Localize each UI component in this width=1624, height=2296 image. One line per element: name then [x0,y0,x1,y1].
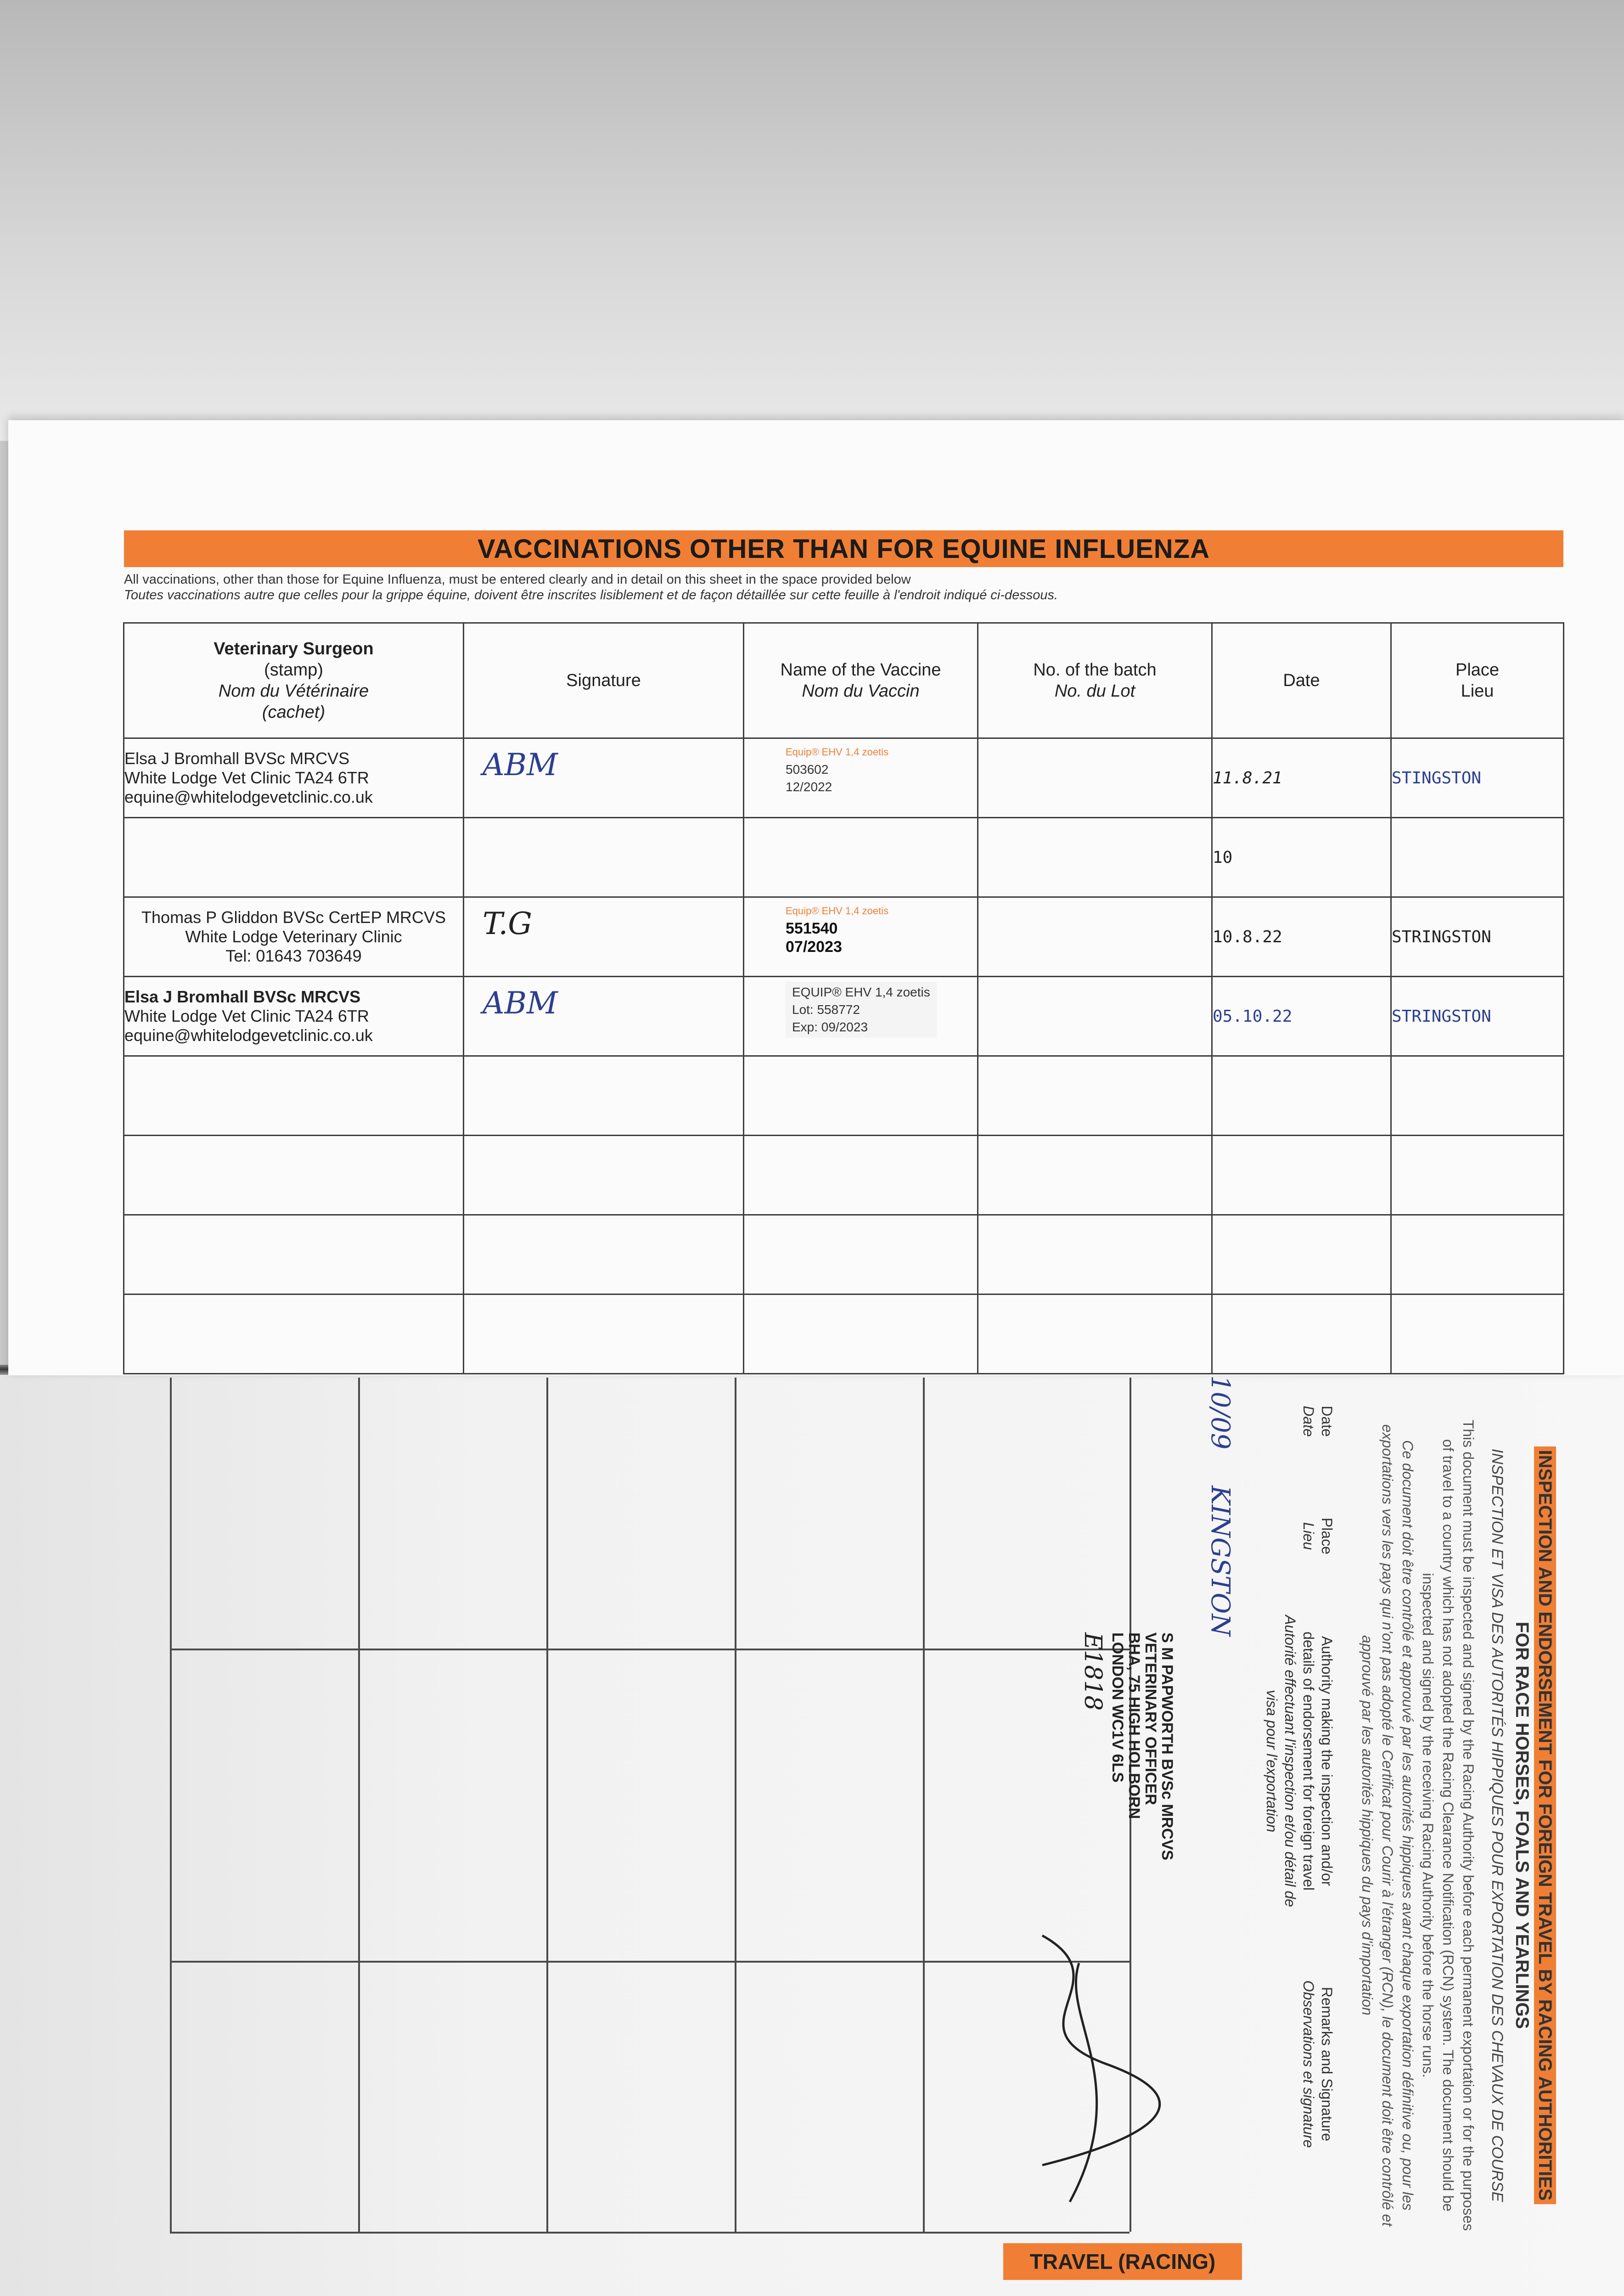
vaccine-name: Equip® EHV 1,4 zoetis [786,746,889,758]
table-header-row [124,623,1564,738]
vaccination-table [123,622,1564,1374]
date-cell: 05.10.22 [1212,977,1391,1056]
batch-cell [978,818,1212,897]
vet-contact: equine@whitelodgevetclinic.co.uk [124,788,373,806]
vet-name: Thomas P Gliddon BVSc CertEP MRCVS [141,908,446,927]
col-date-fr: Date [1300,1406,1317,1437]
header-date: Date [1212,623,1391,738]
stamp-line: S M PAPWORTH BVSc MRCVS [1158,1632,1176,1861]
entry-date: 10/09 [1205,1375,1235,1450]
col-remarks-en: Remarks and Signature [1319,1986,1335,2142]
signature-cell [464,738,744,818]
vaccine-label [744,738,978,818]
stamp-line: LONDON WC1V 6LS [1109,1632,1126,1783]
vet-stamp [124,818,464,897]
vet-name: Elsa J Bromhall BVSc MRCVS [124,987,361,1006]
officer-signature [987,1926,1180,2211]
header-vet-en: Veterinary Surgeon [214,639,374,658]
intro-text [124,572,1593,603]
vet-stamp [124,738,464,818]
header-vet [124,623,464,738]
header-place [1391,623,1564,738]
signature-cell [464,897,744,977]
header-signature: Signature [464,623,744,738]
place-cell: STINGSTON [1391,738,1564,818]
vaccine-label [744,818,978,897]
stamp-handwritten: E1818 [1079,1632,1107,1711]
col-place-en: Place [1319,1517,1335,1555]
stamp-line: VETERINARY OFFICER [1142,1632,1159,1805]
vaccine-expiry: Exp: 09/2023 [792,1020,868,1034]
header-vet-stamp: (stamp) [264,660,323,680]
vaccine-label [744,977,978,1056]
section-banner [124,530,1563,567]
officer-stamp [1109,1632,1175,1860]
col-authority [1263,1614,1336,1908]
batch-cell [978,738,1212,818]
endorsement-title [1511,1412,1557,2239]
vaccine-lot: Lot: 558772 [792,1002,860,1017]
table-row [124,738,1564,818]
table-row [124,977,1564,1056]
batch-cell [978,897,1212,977]
vaccine-name: Equip® EHV 1,4 zoetis [786,905,889,917]
col-remarks [1299,1926,1336,2202]
vet-contact: equine@whitelodgevetclinic.co.uk [124,1026,373,1045]
vet-contact: Tel: 01643 703649 [225,946,362,965]
vaccine-expiry: 07/2023 [786,938,842,956]
vet-stamp [124,897,464,977]
header-vaccine [744,623,978,738]
date-cell: 10.8.22 [1212,897,1391,977]
header-vet-fr: Nom du Vétérinaire [218,681,369,701]
vet-clinic: White Lodge Vet Clinic TA24 6TR [124,1007,369,1025]
intro-french: Toutes vaccinations autre que celles pour la grippe équine, doivent être inscrites lisiblement et de façon détaillée sur cette feuille à l'endroit indiqué ci-dessous. [124,588,1058,602]
table-row [124,1294,1564,1374]
place-cell [1391,818,1564,897]
vet-stamp [124,977,464,1056]
col-authority-en: Authority making the inspection and/or details of endorsement for foreign travel [1300,1632,1335,1891]
endorsement-section [87,1375,1557,2266]
batch-cell [978,977,1212,1056]
entry-place: KINGSTON [1205,1486,1235,1637]
endorsement-title-line1: INSPECTION AND ENDORSEMENT FOR FOREIGN TRAVEL BY RACING AUTHORITIES [1534,1446,1556,2205]
signature: ABM [483,747,558,782]
stamp-line: BHA, 75 HIGH HOLBORN [1125,1632,1143,1819]
intro-english: All vaccinations, other than those for Equine Influenza, must be entered clearly and in detail on this sheet in the space provided below [124,572,911,587]
header-batch-fr: No. du Lot [1054,681,1135,701]
col-authority-fr: Autorité effectuant l'inspection et/ou détail de visa pour l'exportation [1264,1615,1298,1907]
section-tab [1003,2243,1242,2280]
vet-clinic: White Lodge Vet Clinic TA24 6TR [124,768,369,787]
header-place-fr: Lieu [1461,681,1494,701]
signature: ABM [483,985,558,1021]
vaccine-lot: 503602 [786,762,829,777]
signature-cell [464,818,744,897]
table-row [124,1136,1564,1215]
date-cell: 10 [1212,818,1391,897]
header-place-en: Place [1455,660,1500,680]
vet-name: Elsa J Bromhall BVSc MRCVS [124,749,350,768]
col-place-fr: Lieu [1300,1522,1317,1550]
table-row [124,1056,1564,1136]
vet-clinic: White Lodge Veterinary Clinic [185,927,402,946]
col-date-en: Date [1319,1406,1335,1437]
col-remarks-fr: Observations et signature [1300,1980,1317,2148]
table-row [124,897,1564,977]
header-vaccine-fr: Nom du Vaccin [802,681,920,701]
vaccine-lot: 551540 [786,920,838,937]
signature: T.G [483,906,533,941]
place-cell: STRINGSTON [1391,897,1564,977]
col-place [1299,1476,1336,1596]
endorsement-body-en: This document must be inspected and signed by the Racing Authority before each permanent exportation or for the purposes of travel to a country which has not adopted the Racing Clearance Notification (RCN) system. The document should be inspected and signed by the receiving Racing Authority before the horse runs. [1420,1419,1477,2231]
endorsement-subtitle: INSPECTION ET VISA DES AUTORITÉS HIPPIQUES POUR EXPORTATION DES CHEVAUX DE COURSE [1489,1448,1506,2202]
endorsement-body [1357,1412,1478,2239]
vaccine-expiry: 12/2022 [786,780,832,794]
signature-cell [464,977,744,1056]
scan-background [0,0,1624,441]
endorsement-body-fr: Ce document doit être contrôlé et approuvé par les autorités hippiques avant chaque exportation définitive ou, pour les exportations vers les pays qui n'ont pas adopté le Certificat pour Courir à l'étranger (RCN), le document doit être contrôlé et approuvé par les autorités hippiques du pays d'importation [1359,1424,1416,2227]
header-batch [978,623,1212,738]
endorsement-title-line2: FOR RACE HORSES, FOALS AND YEARLINGS [1512,1621,1532,2029]
header-vaccine-en: Name of the Vaccine [780,660,941,680]
header-vet-cachet: (cachet) [262,703,326,722]
header-batch-en: No. of the batch [1033,660,1157,680]
table-row [124,818,1564,897]
place-cell: STRINGSTON [1391,977,1564,1056]
section-tab-label: TRAVEL (RACING) [1029,2250,1216,2273]
table-row [124,1215,1564,1294]
col-date [1299,1375,1336,1467]
vaccine-label [744,897,978,977]
date-cell: 11.8.21 [1212,738,1391,818]
section-title: VACCINATIONS OTHER THAN FOR EQUINE INFLUENZA [478,534,1210,564]
vaccine-name: EQUIP® EHV 1,4 zoetis [792,985,930,999]
